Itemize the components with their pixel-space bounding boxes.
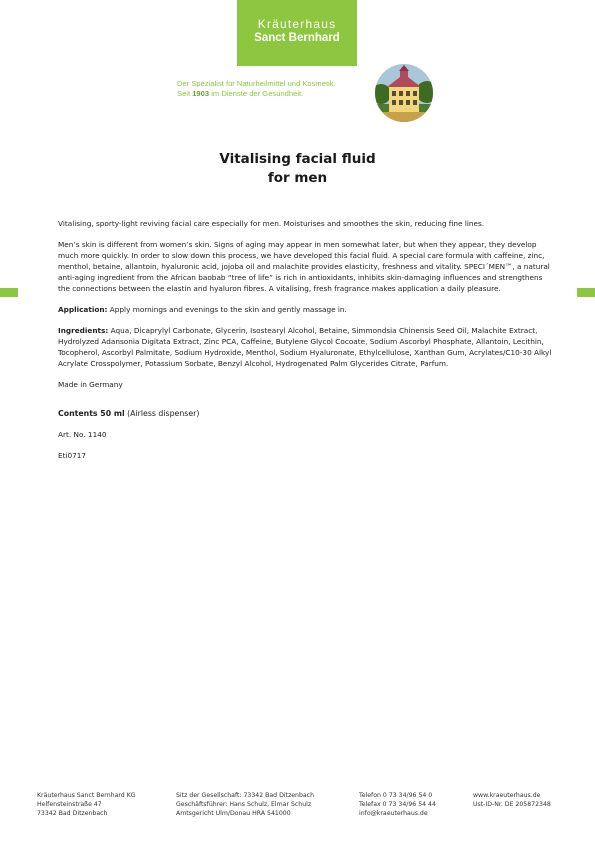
footer-line: Sitz der Gesellschaft: 73342 Bad Ditzenbach — [176, 792, 314, 799]
origin-text: Made in Germany — [58, 380, 123, 389]
tagline-prefix: Seit — [177, 89, 193, 98]
footer-line: Amtsgericht Ulm/Donau HRA 541000 — [176, 810, 291, 817]
tagline-suffix: im Dienste der Gesundheit. — [209, 89, 304, 98]
contents-paragraph — [58, 408, 556, 419]
application-label: Application: — [58, 305, 108, 314]
logo-line-2: Sanct Bernhard — [254, 32, 340, 44]
footer-company-address — [37, 791, 136, 818]
eti-code: Eti0717 — [58, 451, 87, 460]
brand-logo — [237, 0, 357, 66]
footer-legal-info — [176, 791, 314, 818]
footer-email-link[interactable]: info@kraeuterhaus.de — [359, 810, 428, 817]
contents-label: Contents 50 ml — [58, 409, 125, 418]
logo-line-1: Kräuterhaus — [257, 17, 337, 31]
right-margin-marker — [577, 288, 595, 297]
tagline-year: 1903 — [192, 89, 210, 98]
title-line-1: Vitalising facial fluid — [219, 151, 376, 167]
contents-text: (Airless dispenser) — [124, 409, 200, 418]
footer-website-link[interactable]: www.kraeuterhaus.de — [473, 792, 541, 799]
description-paragraph: Men’s skin is different from women’s skin. Signs of aging may appear in men somewhat later, but when they appear, they develop much more quickly. In order to slow down this process, we have developed this facial fluid. A special care formula with caffeine, zinc, menthol, betaine, allantoin, hyaluronic acid, jojoba oil and malachite provides elasticity, freshness and vitality. SPECI´MEN™, a natural anti-aging ingredient from the African baobab “tree of life” is rich in antioxidants, inhibits skin-damaging influences and strengthens the connections between the elastin and hyaluron fibres. A vitalising, fresh fragrance makes application a daily pleasure. — [58, 240, 550, 293]
footer-phone: Telefon 0 73 34/96 54 0 — [359, 792, 433, 799]
page-title — [0, 150, 595, 188]
intro-paragraph: Vitalising, sporty-light reviving facial care especially for men. Moisturises and smoothes the skin, reducing fine lines. — [58, 219, 485, 228]
ingredients-text: Aqua, Dicaprylyl Carbonate, Glycerin, Isostearyl Alcohol, Betaine, Simmondsia Chinensis Seed Oil, Malachite Extract, Hydrolyzed Adansonia Digitata Extract, Zinc PCA, Caffeine, Butylene Glycol Cocoate, Sodium Ascorbyl Phosphate, Allantoin, Lecithin, Tocopherol, Ascorbyl Palmitate, Sodium Hydroxide, Menthol, Sodium Hyaluronate, Ethylcellulose, Xanthan Gum, Acrylates/C10-30 Alkyl Acrylate Crosspolymer, Potassium Sorbate, Benzyl Alcohol, Hydrogenated Palm Glycerides Citrate, Parfum. — [58, 326, 552, 368]
footer-web — [473, 791, 551, 809]
footer-contact — [359, 791, 436, 818]
application-text: Apply mornings and evenings to the skin and gently massage in. — [107, 305, 347, 314]
company-tagline — [177, 79, 336, 99]
application-paragraph — [58, 304, 556, 315]
footer-line: Geschäftsführer: Hans Schulz, Elmar Schulz — [176, 801, 312, 808]
left-margin-marker — [0, 288, 18, 297]
footer-fax: Telefax 0 73 34/96 54 44 — [359, 801, 436, 808]
footer-vat-id: Ust-ID-Nr. DE 205872348 — [473, 801, 551, 808]
footer-line: Helfensteinstraße 47 — [37, 801, 102, 808]
article-number: Art. No. 1140 — [58, 430, 107, 439]
tagline-line-2 — [177, 89, 336, 99]
title-line-2: for men — [267, 170, 328, 186]
tagline-line-1: Der Spezialist für Naturheilmittel und Kosmetik. — [177, 79, 336, 88]
ingredients-label: Ingredients: — [58, 326, 109, 335]
ingredients-paragraph — [58, 325, 556, 369]
product-description — [58, 218, 556, 471]
footer-line: Kräuterhaus Sanct Bernhard KG — [37, 792, 136, 799]
footer-line: 73342 Bad Ditzenbach — [37, 810, 108, 817]
building-photo — [375, 64, 433, 122]
